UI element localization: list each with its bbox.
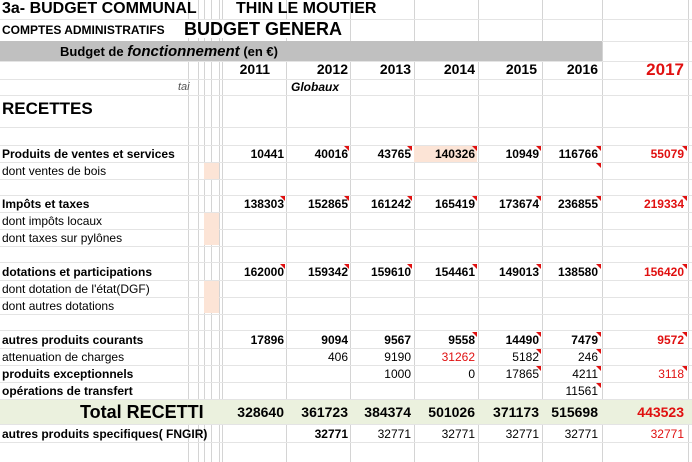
comment-indicator-icon xyxy=(682,264,687,269)
value-cell: 14490 xyxy=(505,333,539,347)
comment-indicator-icon xyxy=(596,383,601,388)
value-cell: 140326 xyxy=(434,147,475,161)
band-title xyxy=(60,44,278,59)
comment-indicator-icon xyxy=(682,146,687,151)
grid-line xyxy=(0,442,692,443)
row-label-dgf: dont dotation de l'état(DGF) xyxy=(2,282,150,296)
section-recettes: RECETTES xyxy=(2,99,93,118)
grid-line xyxy=(198,0,199,462)
value-cell: 17865 xyxy=(505,367,539,381)
value-cell: 40016 xyxy=(314,147,348,161)
comment-indicator-icon xyxy=(407,146,412,151)
value-cell: 10949 xyxy=(505,147,539,161)
row-label-produits: Produits de ventes et services xyxy=(2,147,175,161)
value-cell-2017: 32771 xyxy=(650,427,684,441)
value-cell: 1000 xyxy=(384,367,411,381)
value-cell-2017: 9572 xyxy=(657,333,684,347)
band-prefix: Budget de xyxy=(60,44,124,59)
comment-indicator-icon xyxy=(682,332,687,337)
band-emphasis: fonctionnement xyxy=(127,43,240,60)
year-2016: 2016 xyxy=(566,61,598,77)
title-right: THIN LE MOUTIER xyxy=(236,0,377,17)
row-label-taxes-pylones: dont taxes sur pylônes xyxy=(2,231,123,245)
year-2017: 2017 xyxy=(646,60,684,79)
comment-indicator-icon xyxy=(596,332,601,337)
value-cell: 32771 xyxy=(377,427,411,441)
value-cell-2017: 156420 xyxy=(643,265,684,279)
comment-indicator-icon xyxy=(280,264,285,269)
comment-indicator-icon xyxy=(536,146,541,151)
value-cell: 384374 xyxy=(364,404,411,420)
grid-line xyxy=(0,262,692,263)
grid-line xyxy=(0,79,692,80)
comment-indicator-icon xyxy=(596,146,601,151)
value-cell: 31262 xyxy=(441,350,475,364)
comment-indicator-icon xyxy=(596,163,601,168)
value-cell: 161242 xyxy=(370,197,411,211)
value-cell: 328640 xyxy=(237,404,284,420)
value-cell-2017: 219334 xyxy=(643,197,684,211)
value-cell: 0 xyxy=(468,367,475,381)
value-cell: 10441 xyxy=(250,147,284,161)
comment-indicator-icon xyxy=(682,366,687,371)
globaux-label: Globaux xyxy=(291,80,340,94)
highlight-cell xyxy=(204,213,219,245)
value-cell-2017: 3118 xyxy=(658,367,684,381)
comment-indicator-icon xyxy=(596,349,601,354)
comment-indicator-icon xyxy=(536,349,541,354)
subtitle-small: COMPTES ADMINISTRATIFS xyxy=(2,23,165,37)
row-label-impots: Impôts et taxes xyxy=(2,197,90,211)
value-cell: 9190 xyxy=(384,350,411,364)
year-2013: 2013 xyxy=(379,61,411,77)
value-cell: 116766 xyxy=(558,147,598,161)
value-cell: 165419 xyxy=(434,197,475,211)
row-label-autres-produits: autres produits courants xyxy=(2,333,144,347)
value-cell: 406 xyxy=(327,350,348,364)
year-2011: 2011 xyxy=(239,61,270,77)
comment-indicator-icon xyxy=(344,196,349,201)
year-2012: 2012 xyxy=(316,61,348,77)
row-label-attenuation: attenuation de charges xyxy=(2,350,125,364)
value-cell: 154461 xyxy=(434,265,475,279)
grid-line xyxy=(0,280,692,281)
comment-indicator-icon xyxy=(536,196,541,201)
grid-line xyxy=(219,0,220,462)
grid-line xyxy=(0,162,692,163)
value-cell: 17896 xyxy=(250,333,284,347)
grid-line xyxy=(0,95,692,96)
grid-line xyxy=(0,424,692,425)
value-cell: 138303 xyxy=(243,197,284,211)
grid-line xyxy=(188,0,189,462)
value-cell: 236855 xyxy=(557,197,598,211)
comment-indicator-icon xyxy=(596,196,601,201)
comment-indicator-icon xyxy=(472,146,477,151)
value-cell: 173674 xyxy=(498,197,539,211)
row-label-autres-dotations: dont autres dotations xyxy=(2,299,115,313)
value-cell: 152865 xyxy=(307,197,348,211)
year-2015: 2015 xyxy=(505,61,537,77)
value-cell: 7479 xyxy=(571,333,598,347)
value-cell: 501026 xyxy=(428,404,475,420)
value-cell: 138580 xyxy=(557,265,598,279)
value-cell: 32771 xyxy=(505,427,539,441)
value-cell: 43765 xyxy=(377,147,411,161)
grid-line xyxy=(0,365,692,366)
grid-line xyxy=(0,246,692,247)
row-label-impots-locaux: dont impôts locaux xyxy=(2,214,103,228)
value-cell: 4211 xyxy=(572,367,598,381)
value-cell: 5182 xyxy=(512,350,539,364)
grid-line xyxy=(0,348,692,349)
value-cell: 9558 xyxy=(448,333,475,347)
grid-line xyxy=(688,0,689,462)
etat-fragment: tai xyxy=(178,81,190,93)
row-label-ventes-bois: dont ventes de bois xyxy=(2,164,107,178)
grid-line xyxy=(0,314,692,315)
value-cell: 9567 xyxy=(384,333,411,347)
highlight-cell xyxy=(204,281,219,313)
grid-line xyxy=(0,229,692,230)
grid-line xyxy=(0,127,692,128)
band-suffix: (en €) xyxy=(243,44,278,59)
comment-indicator-icon xyxy=(472,332,477,337)
value-cell-2017: 443523 xyxy=(637,404,684,420)
value-cell-2017: 55079 xyxy=(650,147,684,161)
row-label-fngir: autres produits specifiques( FNGIR) xyxy=(2,427,208,441)
row-label-dotations: dotations et participations xyxy=(2,265,153,279)
value-cell: 9094 xyxy=(321,333,348,347)
value-cell: 162000 xyxy=(243,265,284,279)
year-2014: 2014 xyxy=(443,61,475,77)
comment-indicator-icon xyxy=(344,264,349,269)
grid-line xyxy=(0,382,692,383)
row-label-total: Total RECETTI xyxy=(80,402,204,422)
value-cell: 11561 xyxy=(565,384,598,398)
value-cell: 361723 xyxy=(301,404,348,420)
comment-indicator-icon xyxy=(536,264,541,269)
value-cell: 32771 xyxy=(314,427,348,441)
comment-indicator-icon xyxy=(407,196,412,201)
comment-indicator-icon xyxy=(344,146,349,151)
value-cell: 32771 xyxy=(564,427,598,441)
value-cell: 371173 xyxy=(493,404,539,420)
row-label-exceptionnels: produits exceptionnels xyxy=(2,367,134,381)
comment-indicator-icon xyxy=(280,196,285,201)
grid-line xyxy=(0,297,692,298)
comment-indicator-icon xyxy=(596,264,601,269)
row-label-transfert: opérations de transfert xyxy=(2,384,133,398)
comment-indicator-icon xyxy=(472,264,477,269)
title-left: 3a- BUDGET COMMUNAL xyxy=(2,0,197,17)
highlight-cell xyxy=(204,163,219,179)
comment-indicator-icon xyxy=(472,196,477,201)
subtitle-big: BUDGET GENERA xyxy=(184,20,348,38)
value-cell: 159342 xyxy=(307,265,348,279)
value-cell: 32771 xyxy=(441,427,475,441)
comment-indicator-icon xyxy=(536,332,541,337)
value-cell: 159610 xyxy=(370,265,411,279)
comment-indicator-icon xyxy=(536,366,541,371)
grid-line xyxy=(0,212,692,213)
value-cell: 149013 xyxy=(498,265,539,279)
comment-indicator-icon xyxy=(682,196,687,201)
grid-line xyxy=(0,179,692,180)
value-cell: 515698 xyxy=(551,404,598,420)
value-cell: 246 xyxy=(577,350,598,364)
grid-line xyxy=(0,330,692,331)
comment-indicator-icon xyxy=(407,264,412,269)
comment-indicator-icon xyxy=(596,366,601,371)
